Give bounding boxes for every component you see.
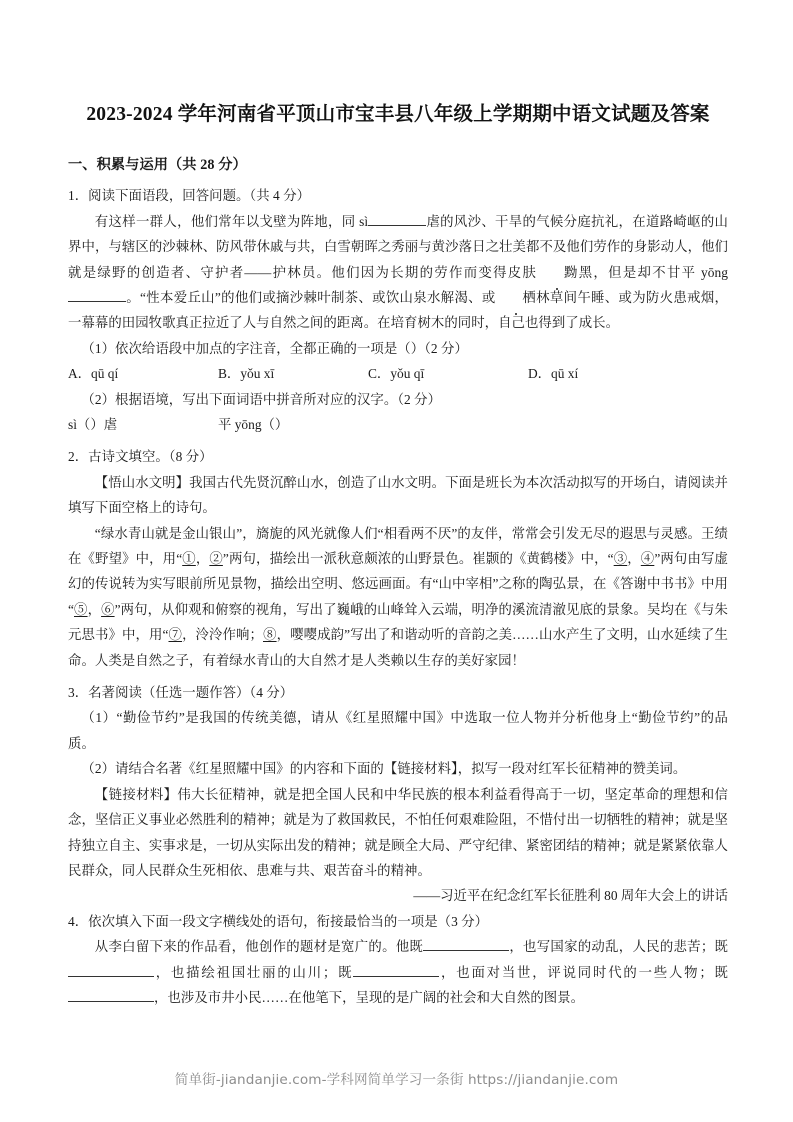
q2-text-b: ， — [195, 551, 210, 567]
answer-blank-si[interactable]: sì（）虐 — [68, 417, 118, 433]
circled-number-3: ③ — [613, 551, 628, 567]
q4-blank-3 — [353, 962, 439, 977]
question-1-sub-2: （2）根据语境，写出下面词语中拼音所对应的汉字。（2 分） — [81, 391, 442, 407]
page-title: 2023-2024 学年河南省平顶山市宝丰县八年级上学期期中语文试题及答案 — [86, 104, 710, 125]
question-2-intro: 【悟山水文明】我国古代先贤沉醉山水，创造了山水文明。下面是班长为本次活动拟写的开场白，请阅读并填写下面空格上的诗句。 — [68, 474, 728, 516]
question-3-sub-1: （1）“勤俭节约”是我国的传统美德，请从《红星照耀中国》中选取一位人物并分析他身上“勤俭节约”的品质。 — [68, 710, 728, 751]
q2-text-i: ，嘤嘤成韵”写出了和谐动听的音韵之美……山水产生了文明，山水延续了生命。人类是自然之子，有着绿水青山的大自然才是人类赖以生存的美好家园！ — [68, 627, 728, 668]
passage-text-b: 虐的风沙、干旱的气候分庭抗礼，在道路崎岖的山界中，与辖区的沙棘林、防风带休戚与共，白雪朝晖之秀丽与黄沙落日之壮美都不及他们劳作的身影动人，他们就是绿野的创造者、守护者——护林员。他们因为长期的劳作而变得皮肤 — [68, 213, 728, 280]
question-3-stem: 3．名著阅读（任选一题作答）（4 分） — [68, 685, 294, 701]
footer-watermark: 简单街-jiandanjie.com-学科网简单学习一条街 https://jiandanjie.com — [174, 1072, 619, 1088]
q2-text-a: “绿水青山就是金山银山”，旖旎的风光就像人们“相看两不厌”的友伴，常常会引发无尽的遐思与灵感。王绩在《野望》中，用“ — [68, 525, 728, 567]
q2-text-f: ， — [87, 601, 102, 617]
section-heading-1: 一、积累与运用（共 28 分） — [68, 157, 247, 174]
question-1-sub-1: （1）依次给语段中加点的字注音，全都正确的一项是（）（2 分） — [81, 340, 468, 356]
q2-text-c: ”两句，描绘出一派秋意颇浓的山野景色。崔颢的《黄鹤楼》中，“ — [222, 551, 614, 567]
circled-number-7: ⑦ — [168, 627, 183, 643]
q4-blank-2 — [68, 962, 154, 977]
question-1-passage — [68, 209, 728, 336]
question-1-stem: 1．阅读下面语段，回答问题。（共 4 分） — [68, 188, 311, 204]
passage-text-a: 有这样一群人，他们常年以戈壁为阵地，同 sì — [94, 213, 369, 229]
question-2-stem: 2．古诗文填空。（8 分） — [68, 449, 213, 465]
option-b[interactable]: B．yǒu xī — [218, 366, 275, 382]
passage-text-c: 黑，但是却不甘平 yōng — [577, 264, 728, 280]
answer-blank-yong[interactable]: 平 yōng（） — [218, 417, 289, 433]
question-3-attribution: ——习近平在纪念红军长征胜利 80 周年大会上的讲话 — [413, 888, 728, 904]
q2-text-e: ”两句由写虚幻的传说转为实写眼前所见景物，描绘出空明、悠远画面。有“山中宰相”之称的陶弘景，在《答谢中书书》中用“ — [68, 551, 728, 617]
pinyin-blank-yong — [68, 287, 126, 302]
pinyin-blank-si — [368, 211, 426, 226]
question-4-body — [68, 934, 728, 1010]
circled-number-6: ⑥ — [101, 601, 115, 617]
option-a[interactable]: A．qū qí — [68, 366, 119, 382]
q4-blank-1 — [423, 936, 509, 951]
q4-text-c: ，也描绘祖国壮丽的山川；既 — [154, 964, 354, 980]
circled-number-5: ⑤ — [74, 601, 88, 617]
circled-number-1: ① — [182, 551, 196, 567]
question-1-answer-line — [68, 412, 728, 437]
q4-text-a: 从李白留下来的作品看，他创作的题材是宽广的。他既 — [94, 939, 424, 955]
q4-blank-4 — [68, 987, 154, 1002]
q2-text-d: ， — [627, 551, 641, 567]
question-3-sub-2: （2）请结合名著《红星照耀中国》的内容和下面的【链接材料】，拟写一段对红军长征精神的赞美词。 — [81, 761, 687, 777]
passage-text-d: 。“性本爱丘山”的他们或摘沙棘叶制茶、或饮山泉水解渴、或 — [126, 289, 496, 305]
option-d[interactable]: D．qū xí — [528, 366, 579, 382]
circled-number-4: ④ — [640, 551, 655, 567]
option-c[interactable]: C．yǒu qī — [368, 366, 425, 382]
question-3-material: 【链接材料】伟大长征精神，就是把全国人民和中华民族的根本利益看得高于一切，坚定革命的理想和信念，坚信正义事业必然胜利的精神；就是为了救国救民，不怕任何艰难险阻，不惜付出一切牺牲的精神；就是坚持独立自主、实事求是，一切从实际出发的精神；就是顾全大局、严守纪律、紧密团结的精神；就是紧紧依靠人民群众，同人民群众生死相依、患难与共、艰苦奋斗的精神。 — [68, 786, 728, 878]
passage-text-e: 林草间午睡、或为防火患戒烟，一幕幕的田园牧歌真正拉近了人与自然之间的距离。在培育树木的同时，自己也得到了成长。 — [68, 289, 728, 331]
q4-text-b: ，也写国家的动乱，人民的悲苦；既 — [509, 939, 728, 955]
emphasis-char-you: 黝 — [537, 260, 577, 285]
q2-text-g: ”两句，从仰观和俯察的视角，写出了巍峨的山峰耸入云端，明净的溪流清澈见底的景象。吴均在《与朱元思书》中，用“ — [68, 601, 728, 643]
emphasis-char-qi: 栖 — [496, 285, 536, 310]
q4-text-e: ，也涉及市井小民……在他笔下，呈现的是广阔的社会和大自然的图景。 — [154, 989, 585, 1005]
question-2-body — [68, 521, 728, 673]
circled-number-8: ⑧ — [263, 627, 277, 643]
question-4-stem: 4．依次填入下面一段文字横线处的语句，衔接最恰当的一项是（3 分） — [68, 913, 489, 929]
circled-number-2: ② — [209, 551, 223, 567]
page-content — [68, 0, 728, 1010]
q4-text-d: ，也面对当世，评说同时代的一些人物；既 — [439, 964, 728, 980]
q2-text-h: ，泠泠作响； — [182, 627, 264, 643]
question-1-options — [68, 361, 728, 386]
